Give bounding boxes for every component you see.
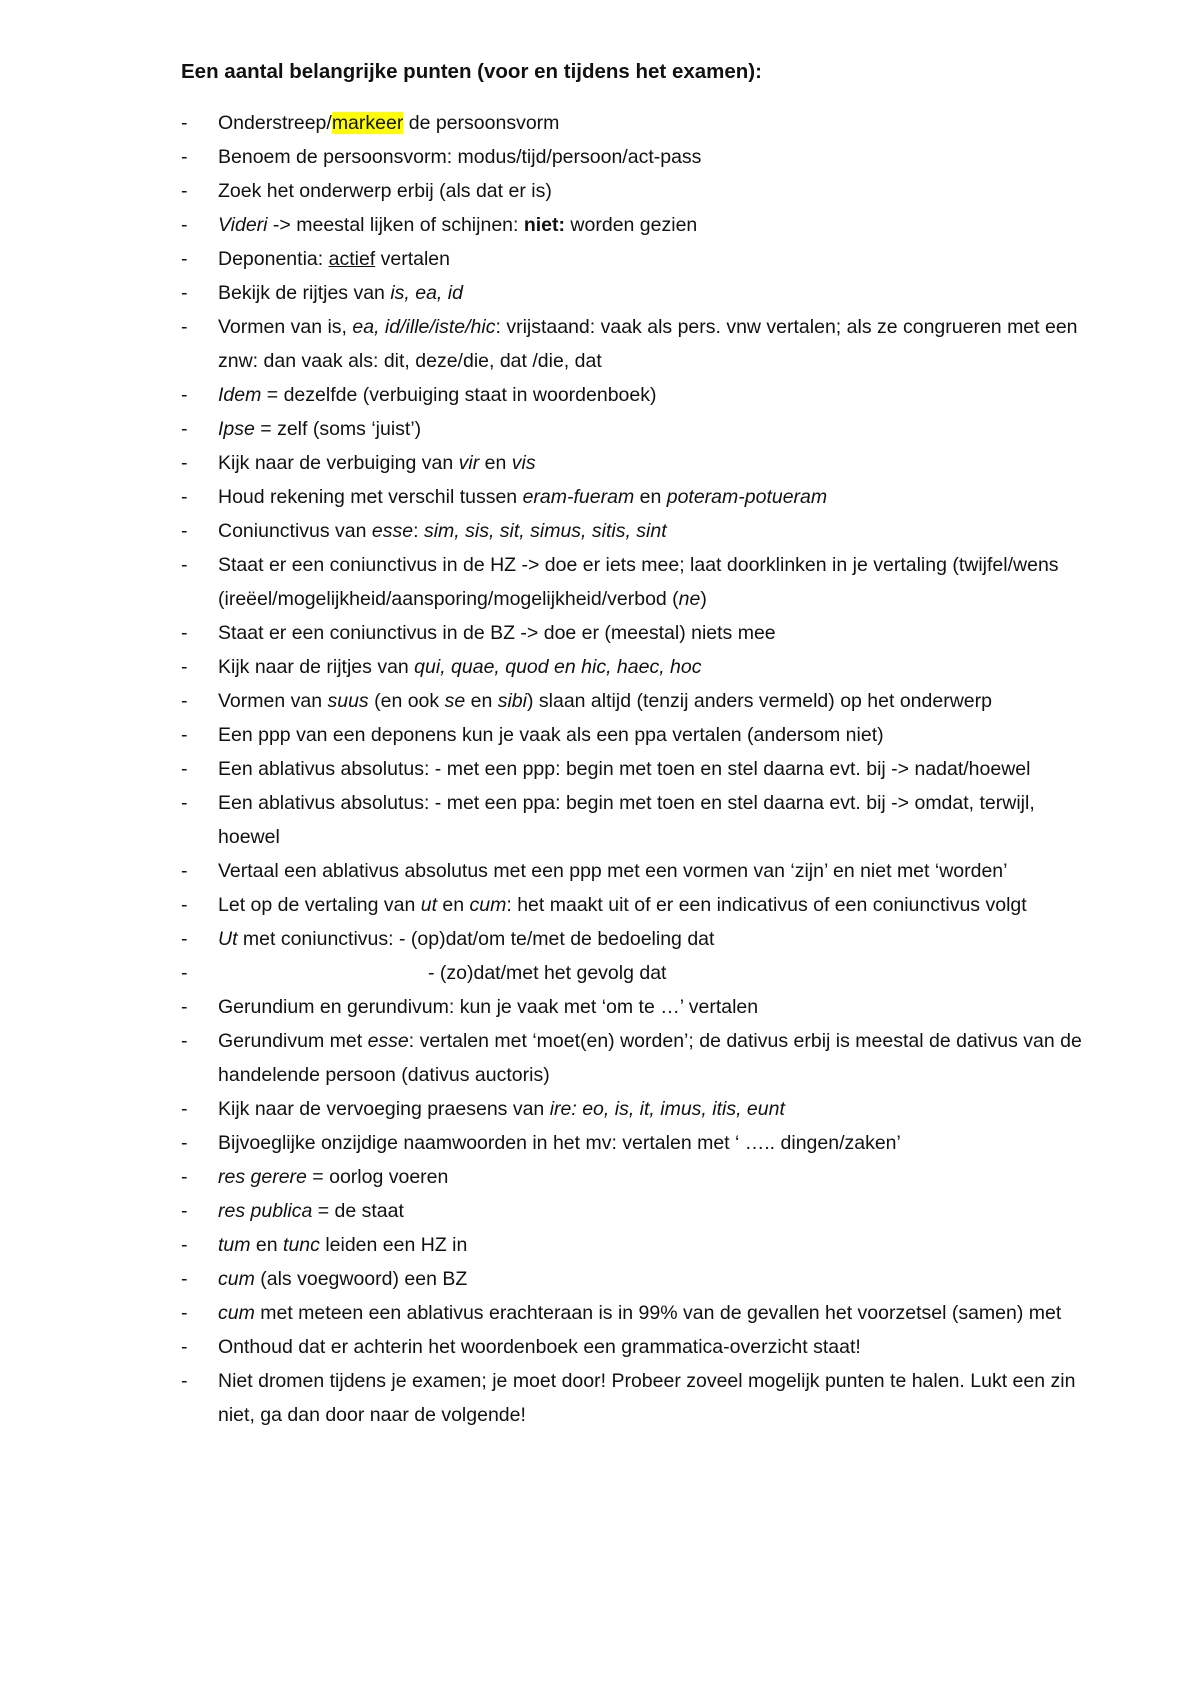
bullet-dash: - — [181, 1166, 188, 1188]
list-item — [181, 684, 1100, 718]
bullet-dash: - — [181, 1098, 188, 1120]
item-text: ut — [420, 894, 437, 916]
bullet-dash: - — [181, 656, 188, 678]
item-text: suus — [327, 690, 369, 712]
item-text: Onthoud dat er achterin het woordenboek een grammatica-overzicht staat! — [218, 1336, 861, 1358]
item-text: cum — [469, 894, 507, 916]
item-text: Vormen van is, — [218, 316, 353, 338]
list-item — [181, 616, 1100, 650]
item-text: is, ea, id — [390, 282, 463, 304]
highlighted-text: markeer — [331, 112, 404, 134]
item-text: Let op de vertaling van — [218, 894, 421, 916]
list-item — [181, 1092, 1100, 1126]
item-text: = oorlog voeren — [306, 1166, 449, 1188]
list-item — [181, 242, 1100, 276]
item-text: Ipse — [218, 418, 255, 440]
item-text: Bekijk de rijtjes van — [218, 282, 391, 304]
list-item — [181, 1296, 1100, 1330]
item-text: : vrijstaand: vaak als pers. vnw vertalen; als ze congrueren met een znw: dan vaak als: dit, deze/die, dat /die, dat — [218, 316, 1078, 372]
list-item — [181, 1228, 1100, 1262]
bullet-dash: - — [181, 146, 188, 168]
bullet-dash: - — [181, 282, 188, 304]
item-text: : het maakt uit of er een indicativus of een coniunctivus volgt — [506, 894, 1027, 916]
list-item — [181, 1330, 1100, 1364]
bullet-dash: - — [181, 418, 188, 440]
item-text: se — [444, 690, 466, 712]
list-item — [181, 276, 1100, 310]
list-item — [181, 378, 1100, 412]
item-text: niet: — [523, 214, 566, 236]
list-item — [181, 412, 1100, 446]
bullet-dash: - — [181, 248, 188, 270]
document-title: Een aantal belangrijke punten (voor en tijdens het examen): — [181, 60, 762, 83]
list-item — [181, 480, 1100, 514]
list-item — [181, 310, 1100, 378]
item-text: Vormen van — [218, 690, 328, 712]
bullet-dash: - — [181, 860, 188, 882]
item-text: esse — [371, 520, 414, 542]
item-text: worden gezien — [565, 214, 698, 236]
bullet-dash: - — [181, 1132, 188, 1154]
item-text: qui, quae, quod en hic, haec, hoc — [414, 656, 702, 678]
bullet-dash: - — [181, 622, 188, 644]
list-item — [181, 140, 1100, 174]
list-item — [181, 1262, 1100, 1296]
item-text: Gerundium en gerundivum: kun je vaak met ‘om te …’ vertalen — [218, 996, 759, 1018]
item-text: sim, sis, sit, simus, sitis, sint — [423, 520, 667, 542]
item-text: Houd rekening met verschil tussen — [218, 486, 523, 508]
list-item — [181, 956, 1100, 990]
item-text: = de staat — [312, 1200, 404, 1222]
item-text: (als voegwoord) een BZ — [254, 1268, 468, 1290]
list-item — [181, 1126, 1100, 1160]
item-text: Bijvoeglijke onzijdige naamwoorden in het mv: vertalen met ‘ ….. dingen/zaken’ — [218, 1132, 901, 1154]
bullet-dash: - — [181, 1370, 188, 1392]
tips-list — [181, 106, 1100, 1432]
item-text: Onderstreep/ — [218, 112, 332, 134]
item-text: ) slaan altijd (tenzij anders vermeld) op het onderwerp — [526, 690, 992, 712]
list-item — [181, 888, 1100, 922]
item-text: (en ook — [368, 690, 445, 712]
list-item — [181, 514, 1100, 548]
item-text: cum — [218, 1302, 255, 1324]
item-text: Staat er een coniunctivus in de BZ -> doe er (meestal) niets mee — [218, 622, 776, 644]
list-item — [181, 1194, 1100, 1228]
bullet-dash: - — [181, 384, 188, 406]
item-text: en — [250, 1234, 284, 1256]
item-text: tunc — [283, 1234, 320, 1256]
item-text: en — [479, 452, 512, 474]
item-text: Kijk naar de vervoeging praesens van — [218, 1098, 550, 1120]
item-text: Deponentia: — [218, 248, 329, 270]
list-item — [181, 106, 1100, 140]
item-text: res publica — [218, 1200, 313, 1222]
bullet-dash: - — [181, 1302, 188, 1324]
bullet-dash: - — [181, 1030, 188, 1052]
item-text: Zoek het onderwerp erbij (als dat er is) — [218, 180, 552, 202]
list-item — [181, 786, 1100, 854]
item-text: : — [413, 520, 424, 542]
item-text: cum — [218, 1268, 255, 1290]
list-item — [181, 752, 1100, 786]
item-text: Een ablativus absolutus: - met een ppp: begin met toen en stel daarna evt. bij -> nadat/hoewel — [218, 758, 1031, 780]
item-text: - (zo)dat/met het gevolg dat — [428, 962, 667, 984]
item-text: leiden een HZ in — [319, 1234, 468, 1256]
item-text: : vertalen met ‘moet(en) worden’; de dativus erbij is meestal de dativus van de handelende persoon (dativus auctoris) — [218, 1030, 1082, 1086]
list-item — [181, 1024, 1100, 1092]
list-item — [181, 990, 1100, 1024]
item-text: Staat er een coniunctivus in de HZ -> doe er iets mee; laat doorklinken in je vertaling (twijfel/wens (ireëel/mogelijkheid/aansporing/mogelijkheid/verbod ( — [218, 554, 1059, 610]
bullet-dash: - — [181, 1268, 188, 1290]
list-item — [181, 446, 1100, 480]
bullet-dash: - — [181, 996, 188, 1018]
item-text: vertalen — [375, 248, 450, 270]
item-text: Videri — [218, 214, 268, 236]
item-text: en — [465, 690, 498, 712]
list-item — [181, 174, 1100, 208]
list-item — [181, 854, 1100, 888]
bullet-dash: - — [181, 724, 188, 746]
bullet-dash: - — [181, 792, 188, 814]
list-item — [181, 548, 1100, 616]
item-text: ) — [700, 588, 707, 610]
bullet-dash: - — [181, 554, 188, 576]
item-text: = dezelfde (verbuiging staat in woordenboek) — [261, 384, 657, 406]
item-text: Vertaal een ablativus absolutus met een ppp met een vormen van ‘zijn’ en niet met ‘worden’ — [218, 860, 1008, 882]
item-text: met coniunctivus: - (op)dat/om te/met de bedoeling dat — [237, 928, 715, 950]
list-item — [181, 718, 1100, 752]
item-text: Coniunctivus van — [218, 520, 372, 542]
item-text: ne — [678, 588, 701, 610]
item-text: tum — [218, 1234, 251, 1256]
item-text: vis — [511, 452, 536, 474]
item-text: Een ppp van een deponens kun je vaak als een ppa vertalen (andersom niet) — [218, 724, 884, 746]
list-item — [181, 1160, 1100, 1194]
bullet-dash: - — [181, 452, 188, 474]
list-item — [181, 650, 1100, 684]
item-text: poteram-potueram — [666, 486, 828, 508]
item-text: Benoem de persoonsvorm: modus/tijd/persoon/act-pass — [218, 146, 702, 168]
bullet-dash: - — [181, 758, 188, 780]
item-text: Gerundivum met — [218, 1030, 368, 1052]
bullet-dash: - — [181, 180, 188, 202]
item-text: -> meestal lijken of schijnen: — [267, 214, 524, 236]
item-text: ea, id/ille/iste/hic — [352, 316, 496, 338]
bullet-dash: - — [181, 962, 188, 984]
item-text: Een ablativus absolutus: - met een ppa: begin met toen en stel daarna evt. bij -> omdat, terwijl, hoewel — [218, 792, 1035, 848]
item-text: esse — [367, 1030, 409, 1052]
item-text: Niet dromen tijdens je examen; je moet door! Probeer zoveel mogelijk punten te halen. Lukt een zin niet, ga dan door naar de volgende! — [218, 1370, 1076, 1426]
item-text: Kijk naar de verbuiging van — [218, 452, 459, 474]
bullet-dash: - — [181, 690, 188, 712]
bullet-dash: - — [181, 1200, 188, 1222]
item-text: ire: eo, is, it, imus, itis, eunt — [549, 1098, 785, 1120]
bullet-dash: - — [181, 486, 188, 508]
item-text: sibi — [497, 690, 527, 712]
item-text: de persoonsvorm — [403, 112, 560, 134]
item-text: eram-fueram — [522, 486, 635, 508]
item-text: vir — [458, 452, 480, 474]
item-text: = zelf (soms ‘juist’) — [254, 418, 422, 440]
item-text: actief — [328, 248, 376, 270]
item-text: en — [437, 894, 470, 916]
bullet-dash: - — [181, 316, 188, 338]
bullet-dash: - — [181, 214, 188, 236]
bullet-dash: - — [181, 894, 188, 916]
bullet-dash: - — [181, 1336, 188, 1358]
item-text: met meteen een ablativus erachteraan is in 99% van de gevallen het voorzetsel (samen) met — [254, 1302, 1062, 1324]
list-item — [181, 1364, 1100, 1432]
item-text: Ut — [218, 928, 238, 950]
item-text: en — [634, 486, 667, 508]
list-item — [181, 208, 1100, 242]
bullet-dash: - — [181, 520, 188, 542]
bullet-dash: - — [181, 1234, 188, 1256]
item-text: Kijk naar de rijtjes van — [218, 656, 415, 678]
bullet-dash: - — [181, 928, 188, 950]
list-item — [181, 922, 1100, 956]
item-text: Idem — [218, 384, 262, 406]
bullet-dash: - — [181, 112, 188, 134]
item-text: res gerere — [218, 1166, 307, 1188]
